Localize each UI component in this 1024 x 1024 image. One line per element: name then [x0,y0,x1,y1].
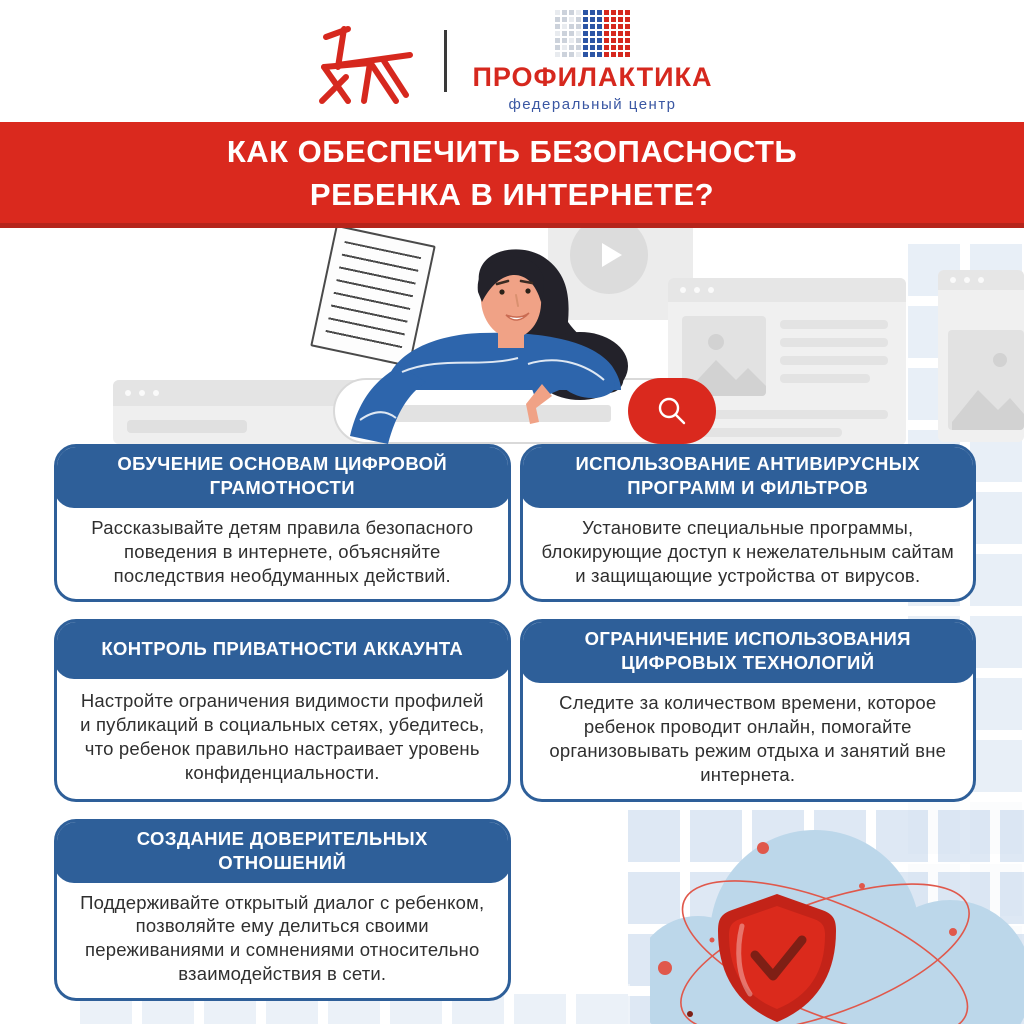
card-text: Поддерживайте открытый диалог с ребенком, позволяйте ему делиться своими переживаниями и сомнениями относительно взаимодействия в сети. [80,891,485,984]
header [0,0,1024,122]
card-text: Установите специальные программы, блокирующие доступ к нежелательным сайтам и защищающие устройства от вирусов. [541,517,954,586]
card-body [523,683,974,798]
card-header: ИСПОЛЬЗОВАНИЕ АНТИВИРУСНЫХ ПРОГРАММ И ФИЛЬТРОВ [520,444,977,508]
hero-illustration [0,228,1024,444]
card-text: Настройте ограничения видимости профилей и публикаций в социальных сетях, убедитесь, что ребенок правильно настраивает уровень конфиденциальности. [80,690,485,783]
card-title: СОЗДАНИЕ ДОВЕРИТЕЛЬНЫХ [136,827,428,849]
card-title: ОГРАНИЧЕНИЕ ИСПОЛЬЗОВАНИЯ [584,628,911,650]
card-body [523,508,974,599]
chair-logo-icon [312,15,418,107]
card-title: КОНТРОЛЬ ПРИВАТНОСТИ АККАУНТА [101,638,464,660]
card-header: ОГРАНИЧЕНИЕ ИСПОЛЬЗОВАНИЯ ЦИФРОВЫХ ТЕХНОЛОГИЙ [520,619,977,683]
card-digital-literacy [54,444,511,602]
card-body [57,679,508,798]
left-window [113,380,361,444]
card-title: ОБУЧЕНИЕ ОСНОВАМ ЦИФРОВОЙ [117,453,448,474]
card-body [57,883,508,998]
card-privacy-control [54,619,511,801]
magnifier-icon [655,394,689,428]
brand-subtitle: федеральный центр [508,95,677,113]
card-header: СОЗДАНИЕ ДОВЕРИТЕЛЬНЫХ ОТНОШЕНИЙ [54,819,511,883]
logo-divider [444,30,447,92]
card-title: ИСПОЛЬЗОВАНИЕ АНТИВИРУСНЫХ [575,453,921,474]
brand-block [473,10,713,113]
card-antivirus [520,444,977,602]
card-body [57,508,508,599]
cards-grid [54,444,976,1001]
brand-name: ПРОФИЛАКТИКА [472,61,713,92]
card-text: Следите за количеством времени, которое ребенок проводит онлайн, помогайте организовывать режим отдыха и занятий вне интернета. [549,692,947,785]
page-title-line-1: КАК ОБЕСПЕЧИТЬ БЕЗОПАСНОСТЬ [226,133,798,169]
card-header: ОБУЧЕНИЕ ОСНОВАМ ЦИФРОВОЙ ГРАМОТНОСТИ [54,444,511,508]
card-text: Рассказывайте детям правила безопасного поведения в интернете, объясняйте последствия необдуманных действий. [91,517,474,586]
card-header [54,619,511,679]
woman-illustration [330,238,650,444]
page-title-line-2: РЕБЕНКА В ИНТЕРНЕТЕ? [309,176,715,212]
image-placeholder-icon [948,330,1024,430]
side-window [938,270,1024,442]
card-trust [54,819,511,1001]
brand-pixel-grid [555,10,630,57]
card-screen-time [520,619,977,801]
title-banner [0,122,1024,228]
